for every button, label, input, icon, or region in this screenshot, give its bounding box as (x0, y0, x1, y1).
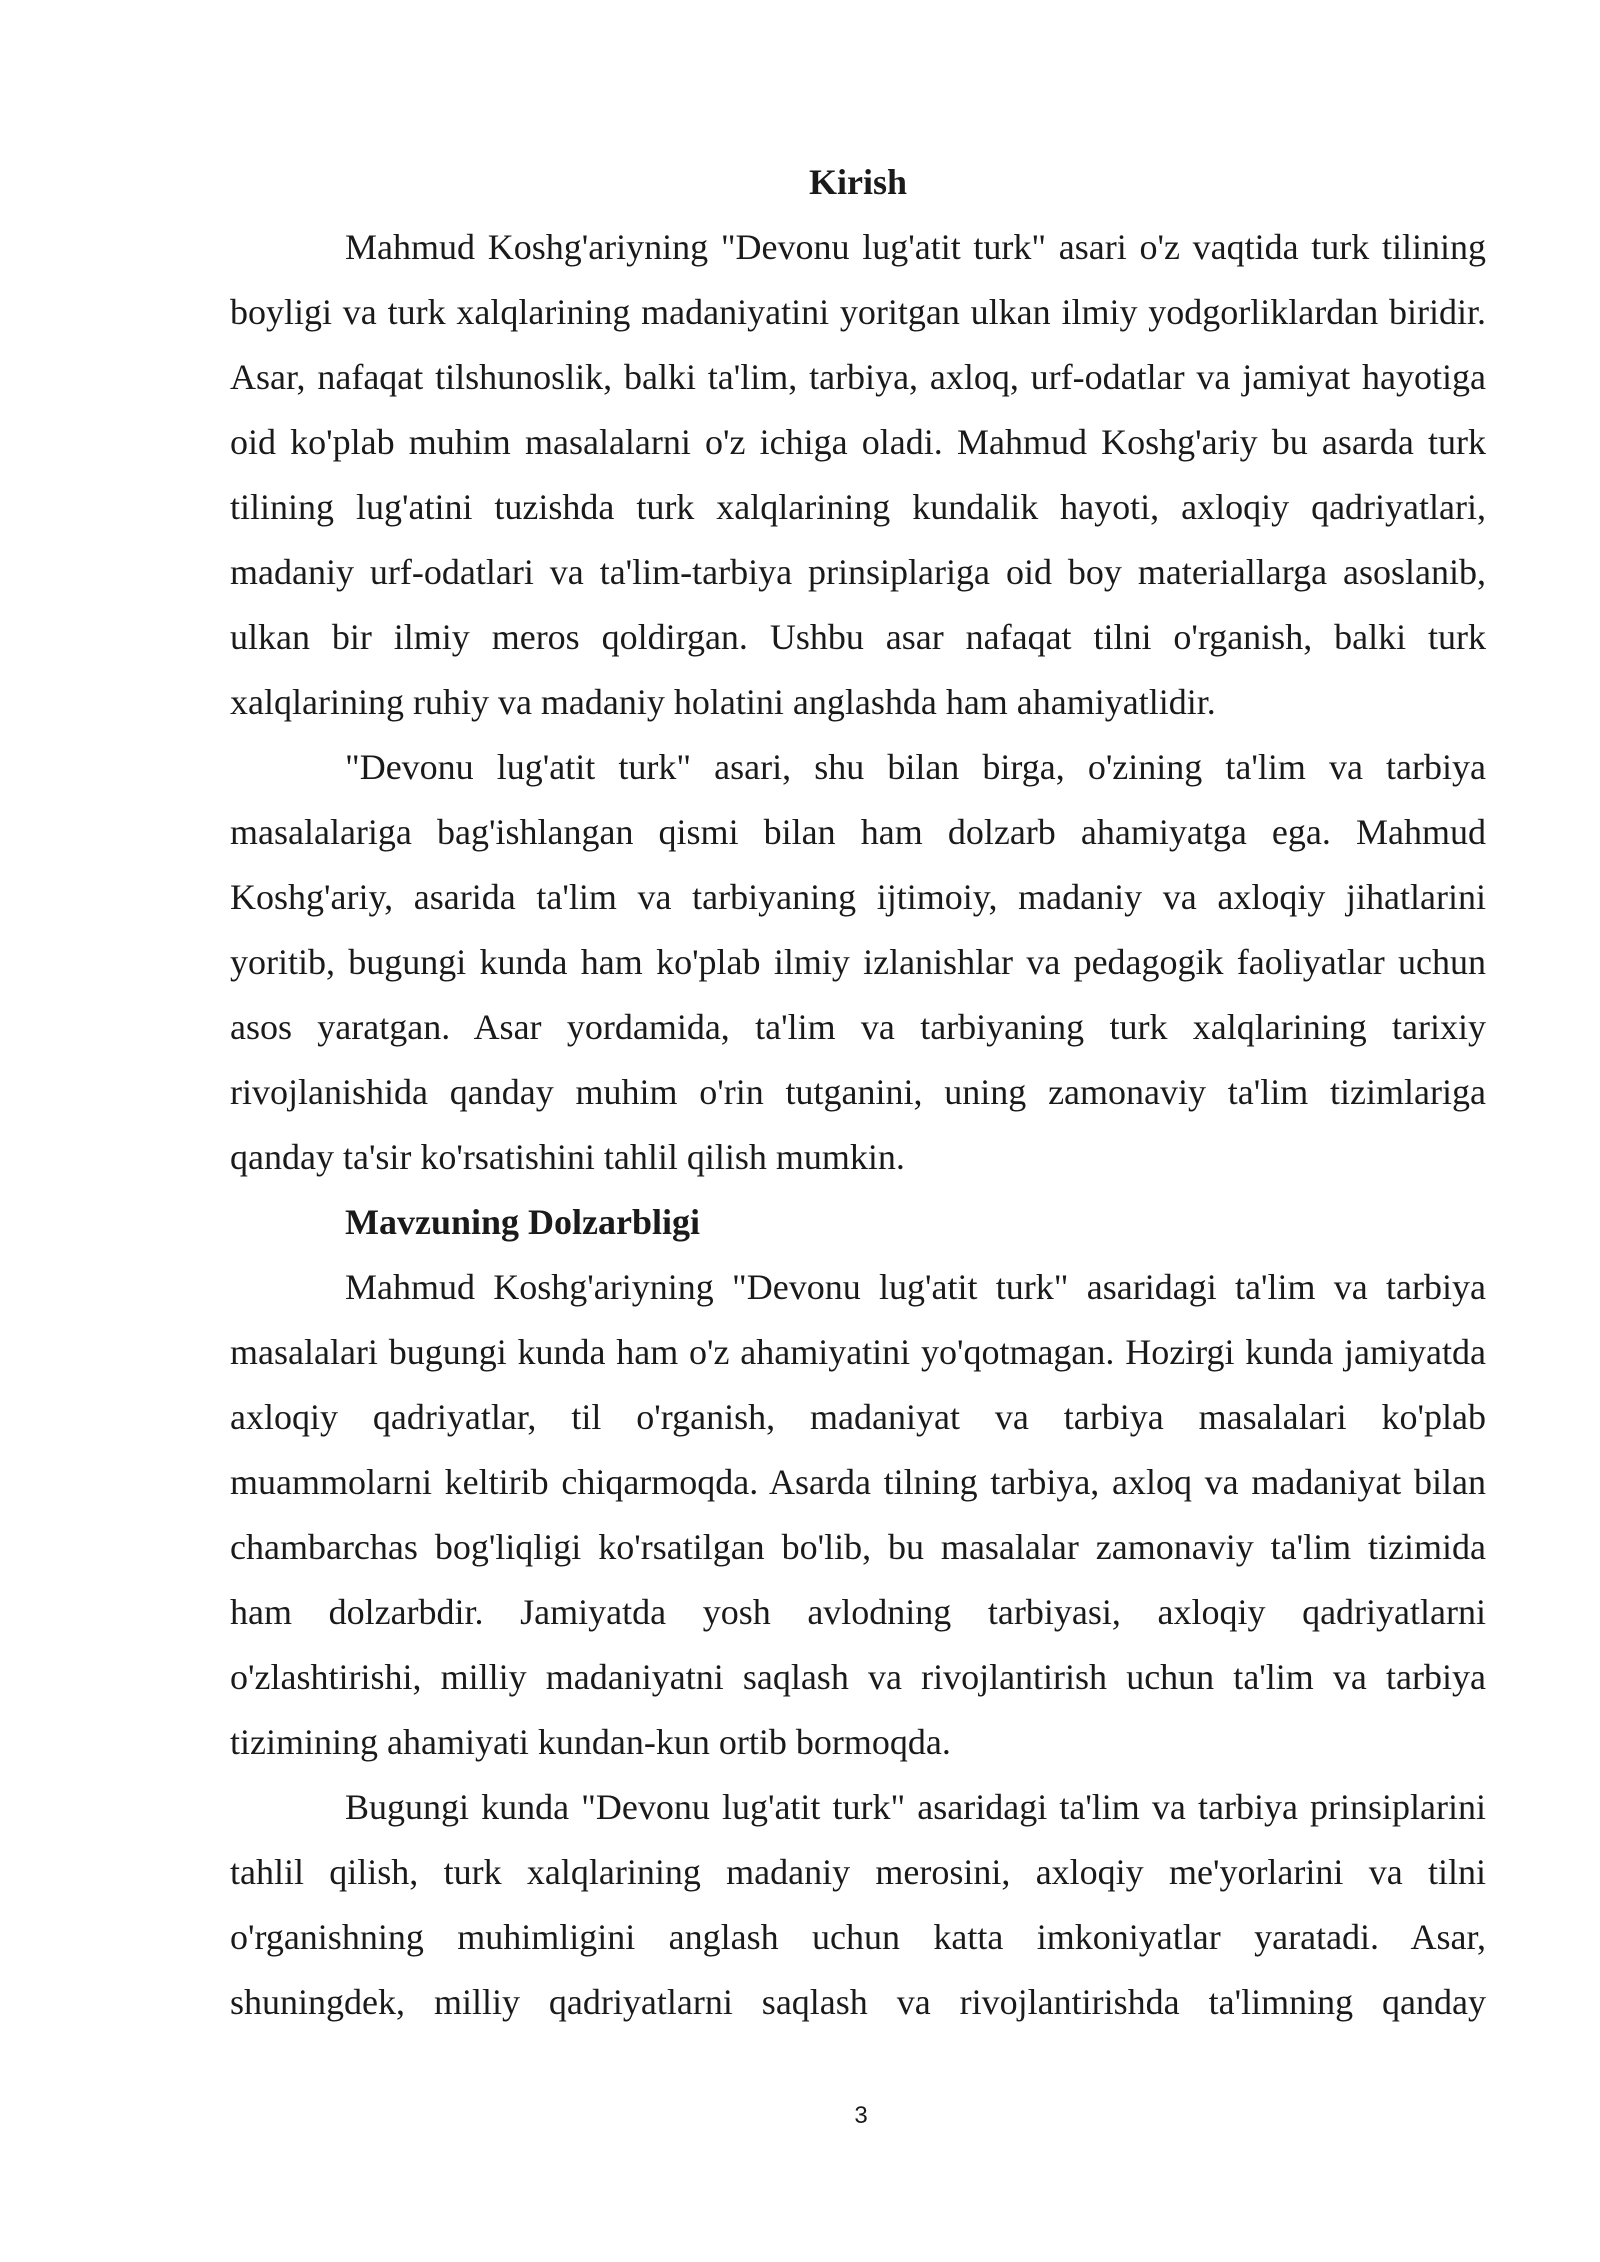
page-content (230, 150, 1486, 2035)
paragraph: "Devonu lug'atit turk" asari, shu bilan birga, o'zining ta'lim va tarbiya masalalariga bag'ishlangan qismi bilan ham dolzarb ahamiyatga ega. Mahmud Koshg'ariy, asarida ta'lim va tarbiyaning ijtimoiy, madaniy va axloqiy jihatlarini yoritib, bugungi kunda ham ko'plab ilmiy izlanishlar va pedagogik faoliyatlar uchun asos yaratgan. Asar yordamida, ta'lim va tarbiyaning turk xalqlarining tarixiy rivojlanishida qanday muhim o'rin tutganini, uning zamonaviy ta'lim tizimlariga qanday ta'sir ko'rsatishini tahlil qilish mumkin. (230, 747, 1486, 1177)
paragraph: Mahmud Koshg'ariyning "Devonu lug'atit turk" asaridagi ta'lim va tarbiya masalalari bugungi kunda ham o'z ahamiyatini yo'qotmagan. Hozirgi kunda jamiyatda axloqiy qadriyatlar, til o'rganish, madaniyat va tarbiya masalalari ko'plab muammolarni keltirib chiqarmoqda. Asarda tilning tarbiya, axloq va madaniyat bilan chambarchas bog'liqligi ko'rsatilgan bo'lib, bu masalalar zamonaviy ta'lim tizimida ham dolzarbdir. Jamiyatda yosh avlodning tarbiyasi, axloqiy qadriyatlarni o'zlashtirishi, milliy madaniyatni saqlash va rivojlantirish uchun ta'lim va tarbiya tizimining ahamiyati kundan-kun ortib bormoqda. (230, 1267, 1486, 1762)
paragraph: Mahmud Koshg'ariyning "Devonu lug'atit turk" asari o'z vaqtida turk tilining boyligi va turk xalqlarining madaniyatini yoritgan ulkan ilmiy yodgorliklardan biridir. Asar, nafaqat tilshunoslik, balki ta'lim, tarbiya, axloq, urf-odatlar va jamiyat hayotiga oid ko'plab muhim masalalarni o'z ichiga oladi. Mahmud Koshg'ariy bu asarda turk tilining lug'atini tuzishda turk xalqlarining kundalik hayoti, axloqiy qadriyatlari, madaniy urf-odatlari va ta'lim-tarbiya prinsiplariga oid boy materiallarga asoslanib, ulkan bir ilmiy meros qoldirgan. Ushbu asar nafaqat tilni o'rganish, balki turk xalqlarining ruhiy va madaniy holatini anglashda ham ahamiyatlidir. (230, 227, 1486, 722)
section-heading: Mavzuning Dolzarbligi (345, 1202, 701, 1242)
paragraph: Bugungi kunda "Devonu lug'atit turk" asaridagi ta'lim va tarbiya prinsiplarini tahlil qilish, turk xalqlarining madaniy merosini, axloqiy me'yorlarini va tilni o'rganishning muhimligini anglash uchun katta imkoniyatlar yaratadi. Asar, shuningdek, milliy qadriyatlarni saqlash va rivojlantirishda ta'limning qanday (230, 1787, 1486, 2022)
page-title: Kirish (808, 162, 907, 202)
page-number: 3 (854, 2102, 868, 2129)
